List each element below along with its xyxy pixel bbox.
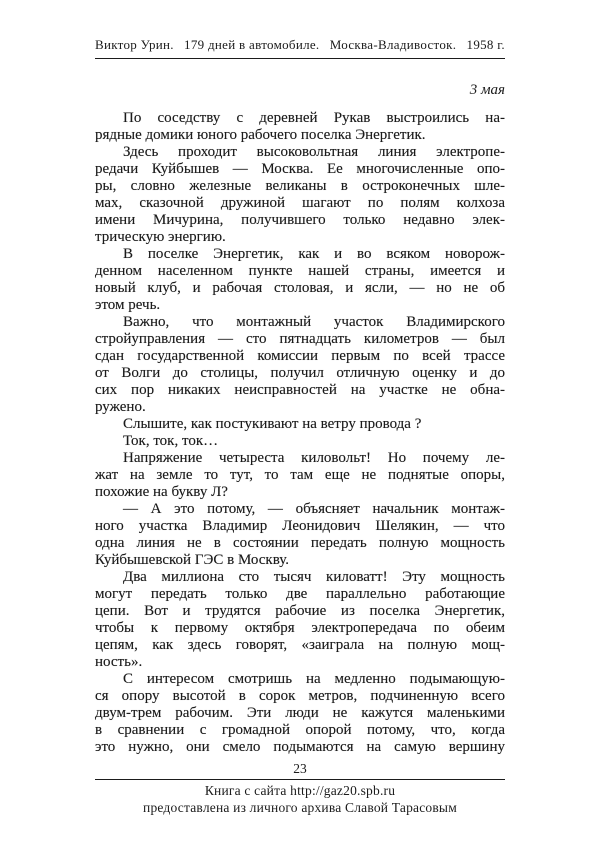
text-line: Куйбышевской ГЭС в Москву. <box>95 552 290 568</box>
text-line: ружено. <box>95 399 146 415</box>
footer-source-line: Книга с сайта http://gaz20.spb.ru <box>204 783 396 798</box>
paragraph <box>95 450 505 501</box>
footer-archive-line: предоставлена из личного архива Славой Тарасовым <box>143 800 457 815</box>
text-line: ся опору высотой в сорок метров, подчиненную всего <box>95 688 505 704</box>
text-line: редачи Куйбышев — Москва. Ее многочисленные опо- <box>95 161 505 177</box>
text-line: Ток, ток, ток… <box>123 433 219 449</box>
text-line: одна линия не в состоянии передать полную мощность <box>95 535 505 551</box>
paragraph <box>95 433 505 450</box>
date-heading: 3 мая <box>469 82 505 98</box>
text-line: этом речь. <box>95 297 161 313</box>
text-line: могут передать только две параллельно работающие <box>95 586 505 602</box>
text-line: цепи. Вот и трудятся рабочие из поселка Энергетик, <box>95 603 505 619</box>
page-number: 23 <box>293 761 307 776</box>
text-line: рядные домики юного рабочего поселка Энергетик. <box>95 127 426 143</box>
text-line: трическую энергию. <box>95 229 226 245</box>
text-line: мах, сказочной дружиной шагают по полям колхоза <box>95 195 505 211</box>
text-line: стройуправления — сто пятнадцать километров — был <box>95 331 505 347</box>
body-text <box>95 110 505 756</box>
text-line: ры, словно железные великаны в остроконечных шле- <box>95 178 505 194</box>
text-line: денном населенном пункте нашей страны, имеется и <box>95 263 505 279</box>
paragraph <box>95 144 505 246</box>
header-route: Москва-Владивосток. <box>329 37 457 52</box>
text-line: двум-трем рабочим. Эти люди не кажутся маленькими <box>95 705 505 721</box>
page-header <box>95 38 505 59</box>
text-line: Здесь проходит высоковольтная линия электропе- <box>123 144 505 160</box>
paragraph <box>95 314 505 416</box>
paragraph <box>95 246 505 314</box>
paragraph <box>95 416 505 433</box>
text-line: По соседству с деревней Рукав выстроились на- <box>123 110 505 126</box>
text-line: цепям, как здесь говорят, «заиграла на полную мощ- <box>95 637 505 653</box>
paragraph <box>95 110 505 144</box>
footer-divider <box>95 779 505 780</box>
text-line: это нужно, они смело подымаются на самую вершину <box>95 739 505 755</box>
text-line: жат на земле то тут, то там еще не поднятые опоры, <box>95 467 505 483</box>
text-line: от Волги до столицы, получил отличную оценку и до <box>95 365 505 381</box>
text-line: ного участка Владимир Леонидович Шелякин, — что <box>95 518 505 534</box>
text-line: похожие на букву Л? <box>95 484 228 500</box>
text-line: в сравнении с громадной опорой потому, что, когда <box>95 722 505 738</box>
text-line: — А это потому, — объясняет начальник монтаж- <box>123 501 505 517</box>
text-line: ность». <box>95 654 143 670</box>
text-line: чтобы к первому октября электропередача по обеим <box>95 620 505 636</box>
text-line: Слышите, как постукивают на ветру провода ? <box>123 416 422 432</box>
text-line: Важно, что монтажный участок Владимирского <box>123 314 505 330</box>
text-line: Напряжение четыреста киловольт! Но почему ле- <box>123 450 505 466</box>
text-line: имени Мичурина, получившего только недавно элек- <box>95 212 505 228</box>
text-line: сих пор никаких неисправностей на участке не обна- <box>95 382 505 398</box>
header-book-title: 179 дней в автомобиле. <box>184 37 320 52</box>
text-line: В поселке Энергетик, как и во всяком новорож- <box>123 246 505 262</box>
text-line: новый клуб, и рабочая столовая, и ясли, — но не об <box>95 280 505 296</box>
text-line: Два миллиона сто тысяч киловатт! Эту мощность <box>123 569 505 585</box>
paragraph <box>95 671 505 756</box>
text-line: С интересом смотришь на медленно подымающую- <box>123 671 505 687</box>
header-year: 1958 г. <box>466 37 505 52</box>
header-author: Виктор Урин. <box>95 37 174 52</box>
paragraph <box>95 569 505 671</box>
paragraph <box>95 501 505 569</box>
text-line: сдан государственной комиссии первым по всей трассе <box>95 348 505 364</box>
